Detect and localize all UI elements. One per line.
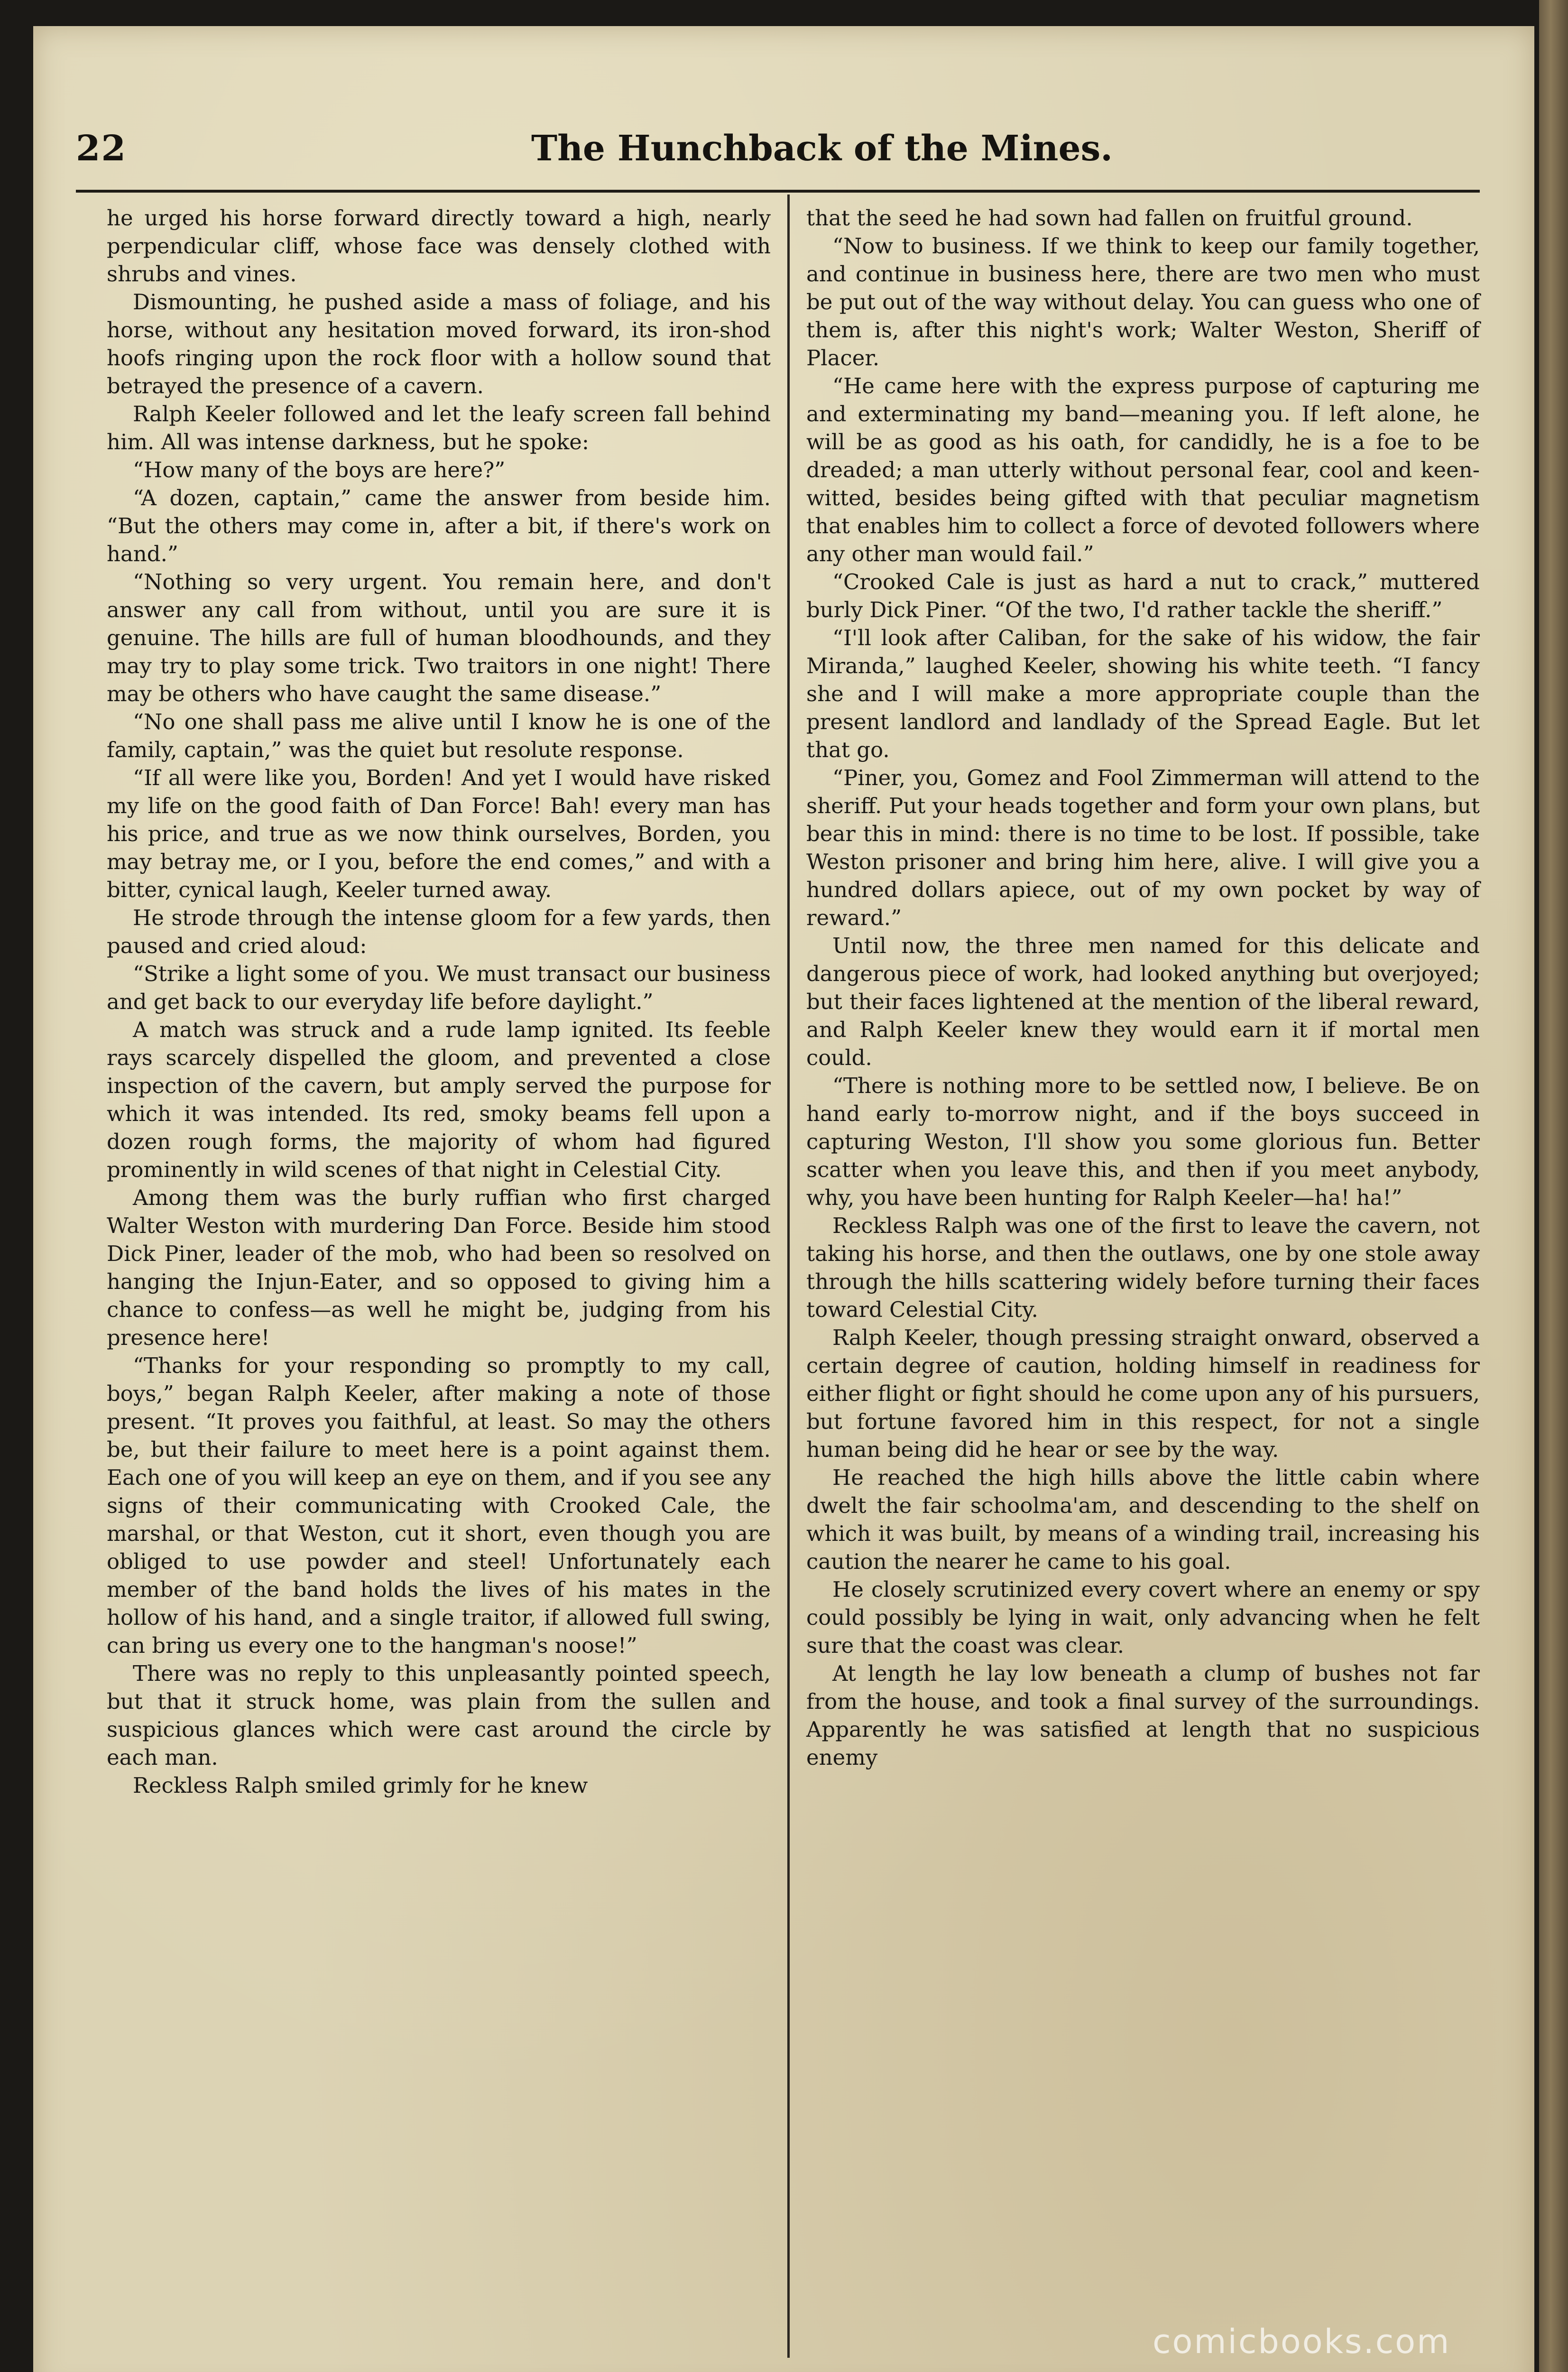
paragraph: A match was struck and a rude lamp ignited. Its feeble rays scarcely dispelled the gloom, and prevented a close inspection of the cavern, but amply served the purpose for which it was intended. Its red, smoky beams fell upon a dozen rough forms, the majority of whom had figured prominently in wild scenes of that night in Celestial City.: [107, 1017, 771, 1182]
paragraph: He reached the high hills above the little cabin where dwelt the fair schoolma'am, and descending to the shelf on which it was built, by means of a winding trail, increasing his caution the nearer he came to his goal.: [806, 1465, 1480, 1574]
paragraph: “Piner, you, Gomez and Fool Zimmerman will attend to the sheriff. Put your heads together and form your own plans, but bear this in mind: there is no time to be lost. If possible, take Weston prisoner and bring him here, alive. I will give you a hundred dollars apiece, out of my own pocket by way of reward.”: [806, 765, 1480, 930]
paragraph: Dismounting, he pushed aside a mass of foliage, and his horse, without any hesitation moved forward, its iron-shod hoofs ringing upon the rock floor with a hollow sound that betrayed the presence of a cavern.: [107, 289, 771, 398]
paragraph: There was no reply to this unpleasantly pointed speech, but that it struck home, was plain from the sullen and suspicious glances which were cast around the circle by each man.: [107, 1661, 771, 1770]
left-column: [107, 204, 771, 1799]
page-header: [76, 119, 1480, 185]
book-spine-edge: [1539, 0, 1568, 2372]
paragraph: Ralph Keeler followed and let the leafy screen fall behind him. All was intense darkness, but he spoke:: [107, 401, 771, 454]
paragraph: “Strike a light some of you. We must transact our business and get back to our everyday life before daylight.”: [107, 961, 771, 1014]
paragraph: he urged his horse forward directly toward a high, nearly perpendicular cliff, whose face was densely clothed with shrubs and vines.: [107, 205, 771, 287]
paragraph: Reckless Ralph smiled grimly for he knew: [133, 1773, 588, 1798]
column-divider: [787, 195, 790, 2358]
paragraph: “Thanks for your responding so promptly to my call, boys,” began Ralph Keeler, after making a note of those present. “It proves you faithful, at least. So may the others be, but their failure to meet here is a point against them. Each one of you will keep an eye on them, and if you see any signs of their communicating with Crooked Cale, the marshal, or that Weston, cut it short, even though you are obliged to use powder and steel! Unfortunately each member of the band holds the lives of his mates in the hollow of his hand, and a single traitor, if allowed full swing, can bring us every one to the hangman's noose!”: [107, 1353, 771, 1658]
paragraph: At length he lay low beneath a clump of bushes not far from the house, and took a final survey of the surroundings. Apparently he was satisfied at length that no suspicious enemy: [806, 1661, 1480, 1770]
paragraph: “Now to business. If we think to keep our family together, and continue in business here, there are two men who must be put out of the way without delay. You can guess who one of them is, after this night's work; Walter Weston, Sheriff of Placer.: [806, 233, 1480, 371]
paragraph: “A dozen, captain,” came the answer from beside him. “But the others may come in, after a bit, if there's work on hand.”: [107, 485, 771, 566]
paragraph: “He came here with the express purpose of capturing me and exterminating my band—meaning you. If left alone, he will be as good as his oath, for candidly, he is a foe to be dreaded; a man utterly without personal fear, cool and keen-witted, besides being gifted with that peculiar magnetism that enables him to collect a force of devoted followers where any other man would fail.”: [806, 373, 1480, 566]
watermark: comicbooks.com: [1153, 2322, 1451, 2361]
paragraph: Among them was the burly ruffian who first charged Walter Weston with murdering Dan Force. Beside him stood Dick Piner, leader of the mob, who had been so resolved on hanging the Injun-Eater, and so opposed to giving him a chance to confess—as well he might be, judging from his presence here!: [107, 1185, 771, 1350]
paragraph: that the seed he had sown had fallen on fruitful ground.: [806, 205, 1413, 231]
paragraph: Until now, the three men named for this delicate and dangerous piece of work, had looked anything but overjoyed; but their faces lightened at the mention of the liberal reward, and Ralph Keeler knew they would earn it if mortal men could.: [806, 933, 1480, 1070]
paragraph: “If all were like you, Borden! And yet I would have risked my life on the good faith of Dan Force! Bah! every man has his price, and true as we now think ourselves, Borden, you may betray me, or I you, before the end comes,” and with a bitter, cynical laugh, Keeler turned away.: [107, 765, 771, 902]
running-title: The Hunchback of the Mines.: [531, 128, 1113, 169]
paragraph: “There is nothing more to be settled now, I believe. Be on hand early to-morrow night, and if the boys succeed in capturing Weston, I'll show you some glorious fun. Better scatter when you leave this, and then if you meet anybody, why, you have been hunting for Ralph Keeler—ha! ha!”: [806, 1073, 1480, 1210]
right-column: [806, 204, 1480, 1771]
page-number: 22: [76, 128, 127, 169]
paragraph: “No one shall pass me alive until I know he is one of the family, captain,” was the quiet but resolute response.: [107, 709, 771, 762]
paragraph: Ralph Keeler, though pressing straight onward, observed a certain degree of caution, holding himself in readiness for either flight or fight should he come upon any of his pursuers, but fortune favored him in this respect, for not a single human being did he hear or see by the way.: [806, 1325, 1480, 1462]
paragraph: “Crooked Cale is just as hard a nut to crack,” muttered burly Dick Piner. “Of the two, I'd rather tackle the sheriff.”: [806, 569, 1480, 622]
paragraph: “I'll look after Caliban, for the sake of his widow, the fair Miranda,” laughed Keeler, showing his white teeth. “I fancy she and I will make a more appropriate couple than the present landlord and landlady of the Spread Eagle. But let that go.: [806, 625, 1480, 762]
paragraph: He closely scrutinized every covert where an enemy or spy could possibly be lying in wait, only advancing when he felt sure that the coast was clear.: [806, 1577, 1480, 1658]
paragraph: Reckless Ralph was one of the first to leave the cavern, not taking his horse, and then the outlaws, one by one stole away through the hills scattering widely before turning their faces toward Celestial City.: [806, 1213, 1480, 1322]
paragraph: “Nothing so very urgent. You remain here, and don't answer any call from without, until you are sure it is genuine. The hills are full of human bloodhounds, and they may try to play some trick. Two traitors in one night! There may be others who have caught the same disease.”: [107, 569, 771, 706]
paragraph: “How many of the boys are here?”: [133, 457, 506, 482]
header-rule: [76, 190, 1480, 193]
paragraph: He strode through the intense gloom for a few yards, then paused and cried aloud:: [107, 905, 771, 958]
